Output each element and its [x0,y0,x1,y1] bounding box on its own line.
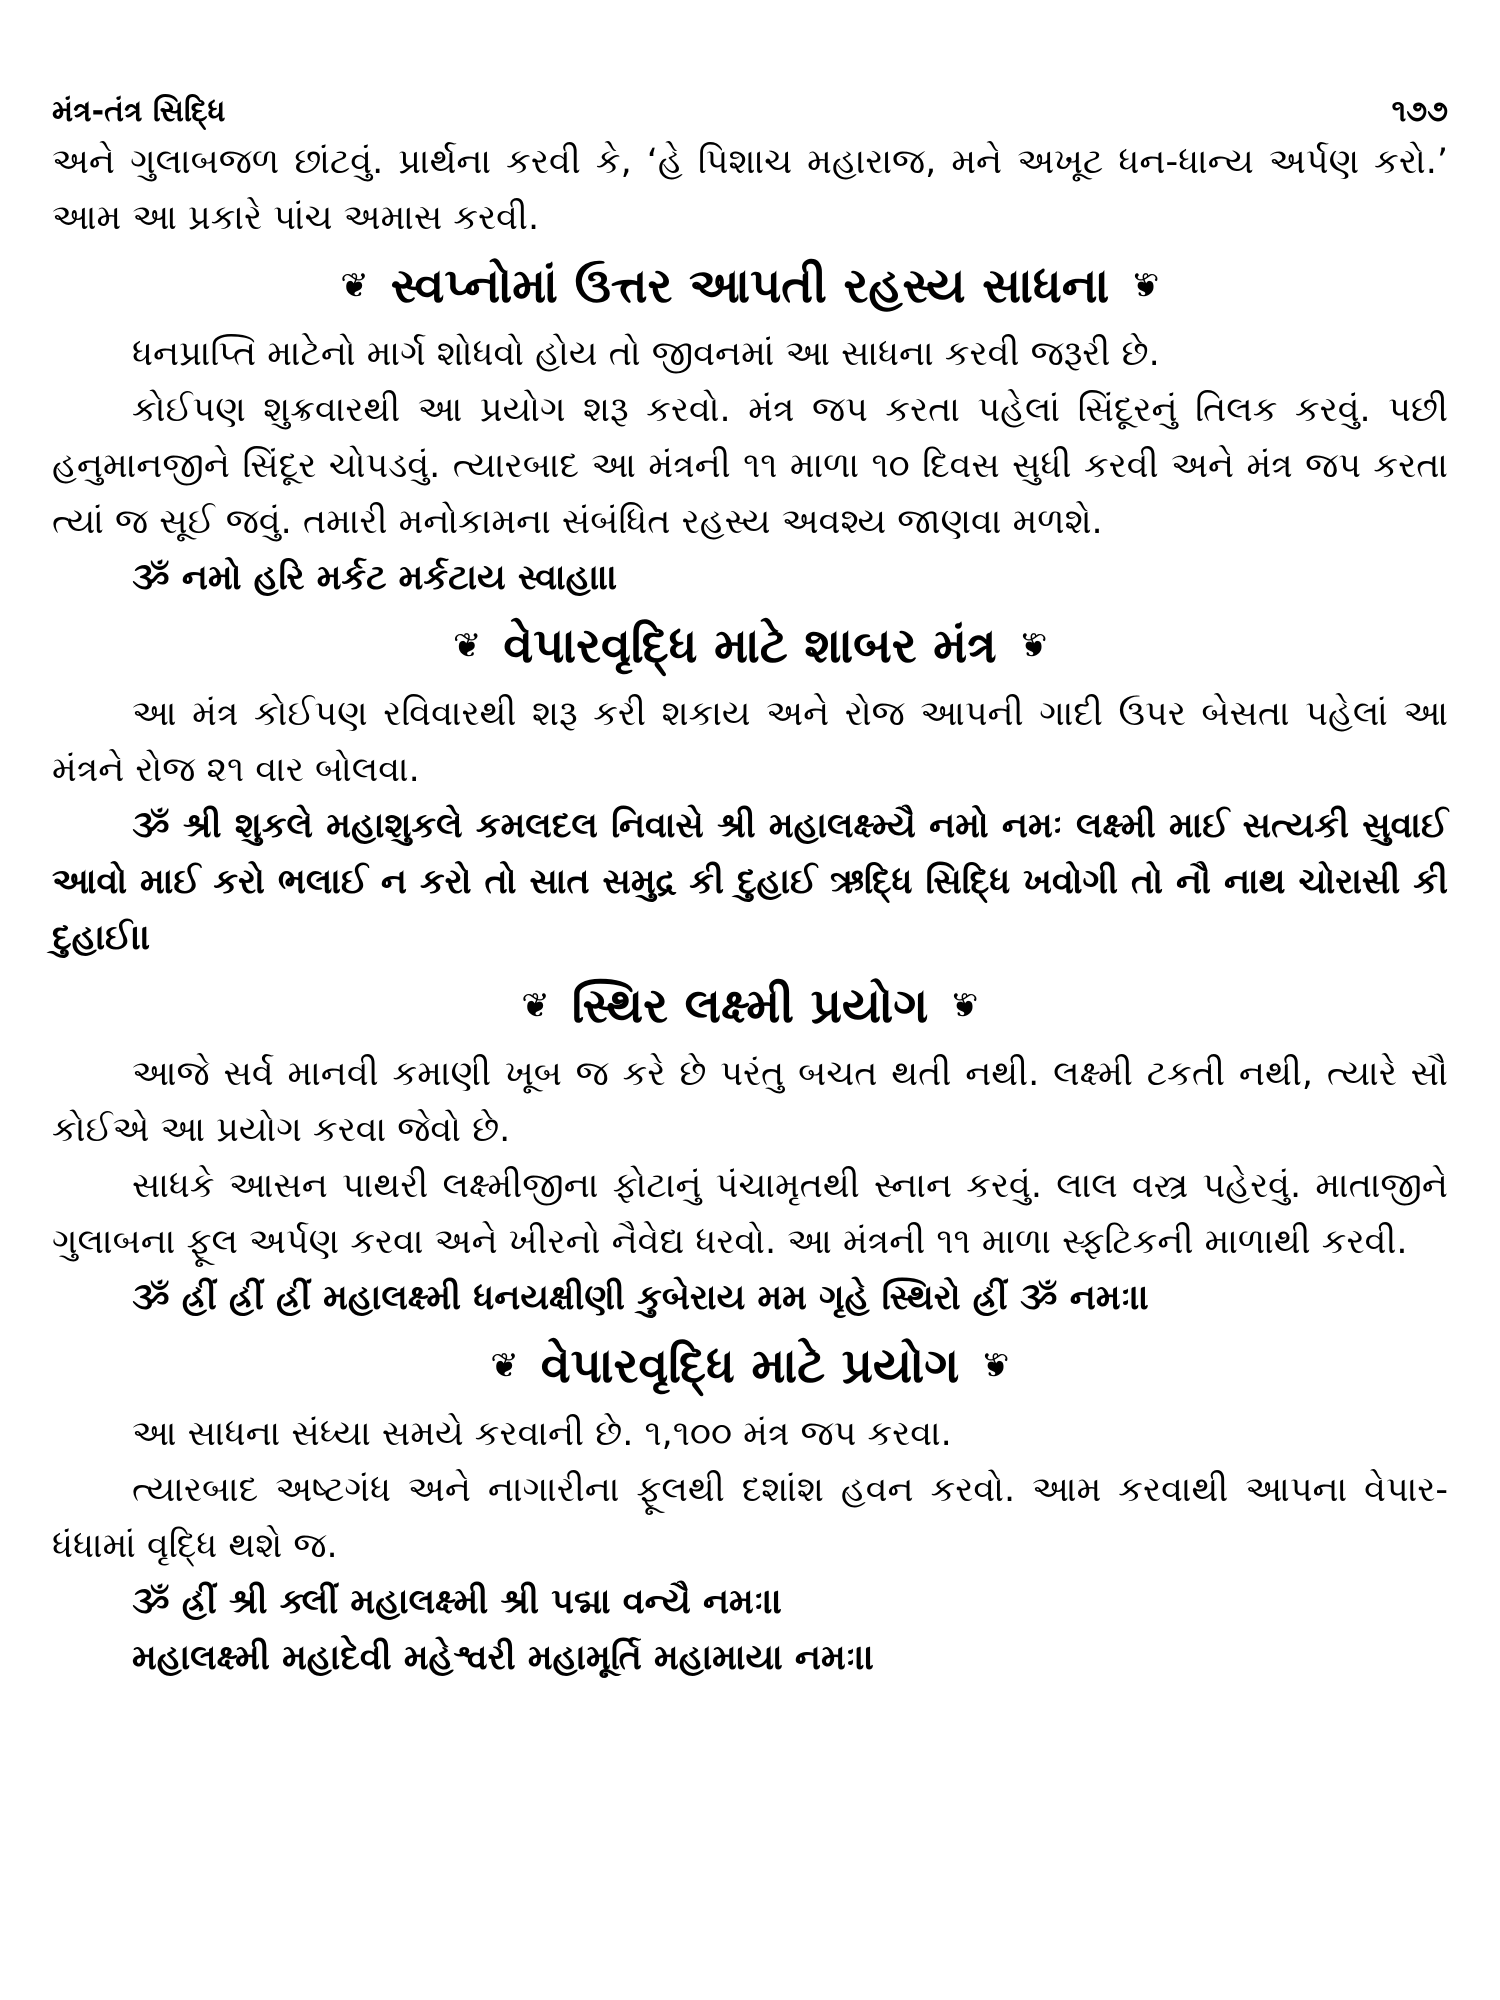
section-paragraph: આજે સર્વ માનવી કમાણી ખૂબ જ કરે છે પરંતુ બચત થતી નથી. લક્ષ્મી ટકતી નથી, ત્યારે સૌ કોઈએ આ પ્રયોગ કરવા જેવો છે. [52,1054,1448,1150]
mantra-text: ૐ હ્રીં શ્રી ક્લીં મહાલક્ષ્મી શ્રી પદ્મા વન્યૈ નમઃ।। [132,1582,783,1622]
section-title: વેપારવૃદ્ધિ માટે પ્રયોગ [540,1338,960,1394]
section-paragraph: આ સાધના સંધ્યા સમયે કરવાની છે. ૧,૧૦૦ મંત્ર જપ કરવા. [132,1414,952,1454]
section-paragraph: કોઈપણ શુક્રવારથી આ પ્રયોગ શરૂ કરવો. મંત્ર જપ કરતા પહેલાં સિંદૂરનું તિલક કરવું. પછી હનુમાનજીને સિંદૂર ચોપડવું. ત્યારબાદ આ મંત્રની ૧૧ માળા ૧૦ દિવસ સુધી કરવી અને મંત્ર જપ કરતા ત્યાં જ સૂઈ જવું. તમારી મનોકામના સંબંધિત રહસ્ય અવશ્ય જાણવા મળશે. [52,390,1448,542]
floral-ornament-icon: ❦ [1131,266,1160,306]
mantra-text: ૐ નમો હરિ મર્કટ મર્કટાય સ્વાહા।। [132,558,618,598]
section-title: સ્થિર લક્ષ્મી પ્રયોગ [571,978,929,1034]
section-heading-1 [52,246,1448,326]
floral-ornament-icon: ❦ [452,626,482,666]
floral-ornament-icon: ❦ [490,1346,519,1386]
running-title: મંત્ર-તંત્ર સિદ્ધિ [52,94,226,129]
section-title: સ્વપ્નોમાં ઉત્તર આપતી રહસ્ય સાધના [390,258,1110,314]
section-paragraph: ધનપ્રાપ્તિ માટેનો માર્ગ શોધવો હોય તો જીવનમાં આ સાધના કરવી જરૂરી છે. [132,334,1160,374]
section-paragraph: સાધકે આસન પાથરી લક્ષ્મીજીના ફોટાનું પંચામૃતથી સ્નાન કરવું. લાલ વસ્ત્ર પહેરવું. માતાજીને ગુલાબના ફૂલ અર્પણ કરવા અને ખીરનો નૈવેદ્ય ધરવો. આ મંત્રની ૧૧ માળા સ્ફટિકની માળાથી કરવી. [52,1166,1448,1262]
mantra-text: મહાલક્ષ્મી મહાદેવી મહેશ્વરી મહામૂર્તિ મહામાયા નમઃ।। [132,1638,875,1678]
intro-continuation-paragraph: અને ગુલાબજળ છાંટવું. પ્રાર્થના કરવી કે, ‘હે પિશાચ મહારાજ, મને અખૂટ ધન-ધાન્ય અર્પણ કરો.’ આમ આ પ્રકારે પાંચ અમાસ કરવી. [52,142,1448,238]
floral-ornament-icon: ❦ [1018,626,1048,666]
section-heading-2 [52,606,1448,686]
section-heading-4 [52,1326,1448,1406]
mantra-text: ૐ શ્રી શુકલે મહાશુકલે કમલદલ નિવાસે શ્રી મહાલક્ષ્મ્યૈ નમો નમઃ લક્ષ્મી માઈ સત્યકી સુવાઈ આવો માઈ કરો ભલાઈ ન કરો તો સાત સમુદ્ર કી દુહાઈ ઋદ્ધિ સિદ્ધિ ખવોગી તો નૌ નાથ ચોરાસી કી દુહાઈ।। [52,806,1448,958]
floral-ornament-icon: ❦ [340,266,369,306]
section-title: વેપારવૃદ્ધિ માટે શાબર મંત્ર [503,618,997,674]
book-page [52,90,1448,1686]
page-number: ૧૭૭ [1391,94,1448,129]
section-paragraph: ત્યારબાદ અષ્ટગંધ અને નાગારીના ફૂલથી દશાંશ હવન કરવો. આમ કરવાથી આપના વેપાર-ધંધામાં વૃદ્ધિ થશે જ. [52,1470,1448,1566]
floral-ornament-icon: ❦ [981,1346,1010,1386]
section-paragraph: આ મંત્ર કોઈપણ રવિવારથી શરૂ કરી શકાય અને રોજ આપની ગાદી ઉપર બેસતા પહેલાં આ મંત્રને રોજ ૨૧ વાર બોલવા. [52,694,1448,790]
running-header [52,90,1448,134]
mantra-text: ૐ હ્રીં હ્રીં હ્રીં મહાલક્ષ્મી ધનયક્ષીણી કુબેરાય મમ ગૃહે સ્થિરો હ્રીં ૐ નમઃ।। [132,1278,1150,1318]
section-heading-3 [52,966,1448,1046]
floral-ornament-icon: ❦ [950,986,979,1026]
floral-ornament-icon: ❦ [521,986,550,1026]
